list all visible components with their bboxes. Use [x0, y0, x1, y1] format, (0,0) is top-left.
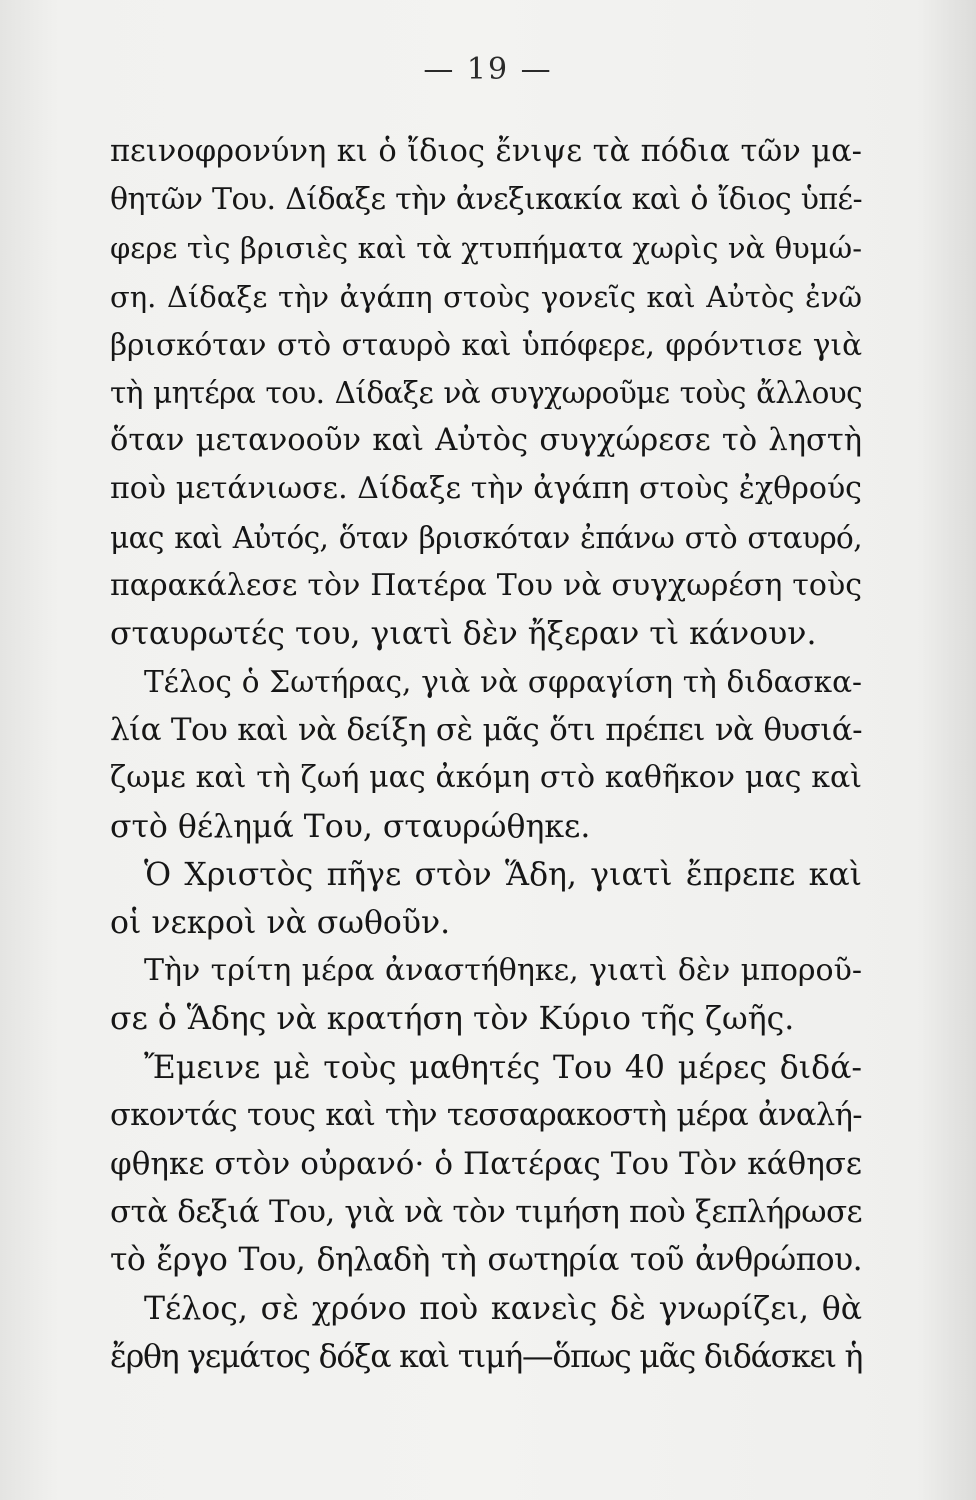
text-line: μας καὶ Αὐτός, ὅταν βρισκόταν ἐπάνω στὸ σταυρό, — [110, 520, 862, 555]
text-line: σκοντάς τους καὶ τὴν τεσσαρακοστὴ μέρα ἀναλή- — [110, 1097, 862, 1133]
text-line: λία Του καὶ νὰ δείξη σὲ μᾶς ὅτι πρέπει νὰ θυσιά- — [110, 712, 862, 749]
text-line: στὰ δεξιά Του, γιὰ νὰ τὸν τιμήση ποὺ ξεπλήρωσε — [110, 1194, 862, 1231]
page-number: — 19 — — [423, 52, 553, 87]
text-line: Τέλος, σὲ χρόνο ποὺ κανεὶς δὲ γνωρίζει, θὰ — [144, 1290, 862, 1327]
text-line: Τέλος ὁ Σωτήρας, γιὰ νὰ σφραγίση τὴ διδασκα- — [144, 665, 862, 700]
text-line: τὴ μητέρα του. Δίδαξε νὰ συγχωροῦμε τοὺς ἄλλους — [110, 375, 862, 410]
text-line: φθηκε στὸν οὐρανό· ὁ Πατέρας Του Τὸν κάθησε — [110, 1145, 862, 1182]
text-line: Τὴν τρίτη μέρα ἀναστήθηκε, γιατὶ δὲν μποροῦ- — [144, 953, 862, 989]
text-line: πεινοφρονύνη κι ὁ ἴδιος ἔνιψε τὰ πόδια τῶν μα- — [110, 134, 862, 169]
text-line: ποὺ μετάνιωσε. Δίδαξε τὴν ἀγάπη στοὺς ἐχθρούς — [110, 471, 862, 507]
text-line: ἔρθη γεμάτος δόξα καὶ τιμή—ὅπως μᾶς διδάσκει ἡ — [110, 1338, 863, 1375]
text-line: ση. Δίδαξε τὴν ἀγάπη στοὺς γονεῖς καὶ Αὐτὸς ἐνῶ — [110, 279, 862, 314]
text-line: Ἔμεινε μὲ τοὺς μαθητές Του 40 μέρες διδά- — [144, 1049, 862, 1086]
text-line: φερε τὶς βρισιὲς καὶ τὰ χτυπήματα χωρὶς νὰ θυμώ- — [110, 231, 862, 266]
text-line: βρισκόταν στὸ σταυρὸ καὶ ὑπόφερε, φρόντισε γιὰ — [110, 327, 862, 362]
text-line: σταυρωτές του, γιατὶ δὲν ἤξεραν τὶ κάνουν. — [110, 615, 817, 652]
text-line: οἱ νεκροὶ νὰ σωθοῦν. — [110, 905, 451, 941]
text-line: σε ὁ Ἅδης νὰ κρατήση τὸν Κύριο τῆς ζωῆς. — [110, 1001, 795, 1038]
text-line: τὸ ἔργο Του, δηλαδὴ τὴ σωτηρία τοῦ ἀνθρώπου. — [110, 1242, 862, 1279]
text-line: παρακάλεσε τὸν Πατέρα Του νὰ συγχωρέση τοὺς — [110, 567, 862, 603]
text-line: Ὁ Χριστὸς πῆγε στὸν Ἅδη, γιατὶ ἔπρεπε καὶ — [144, 856, 862, 893]
text-line: ζωμε καὶ τὴ ζωή μας ἀκόμη στὸ καθῆκον μας καὶ — [110, 760, 862, 796]
text-line: ὅταν μετανοοῦν καὶ Αὐτὸς συγχώρεσε τὸ ληστὴ — [110, 423, 862, 459]
text-line: στὸ θέλημά Του, σταυρώθηκε. — [110, 808, 591, 845]
body-text — [110, 128, 862, 1381]
text-line: θητῶν Του. Δίδαξε τὴν ἀνεξικακία καὶ ὁ ἴδιος ὑπέ- — [110, 182, 862, 218]
